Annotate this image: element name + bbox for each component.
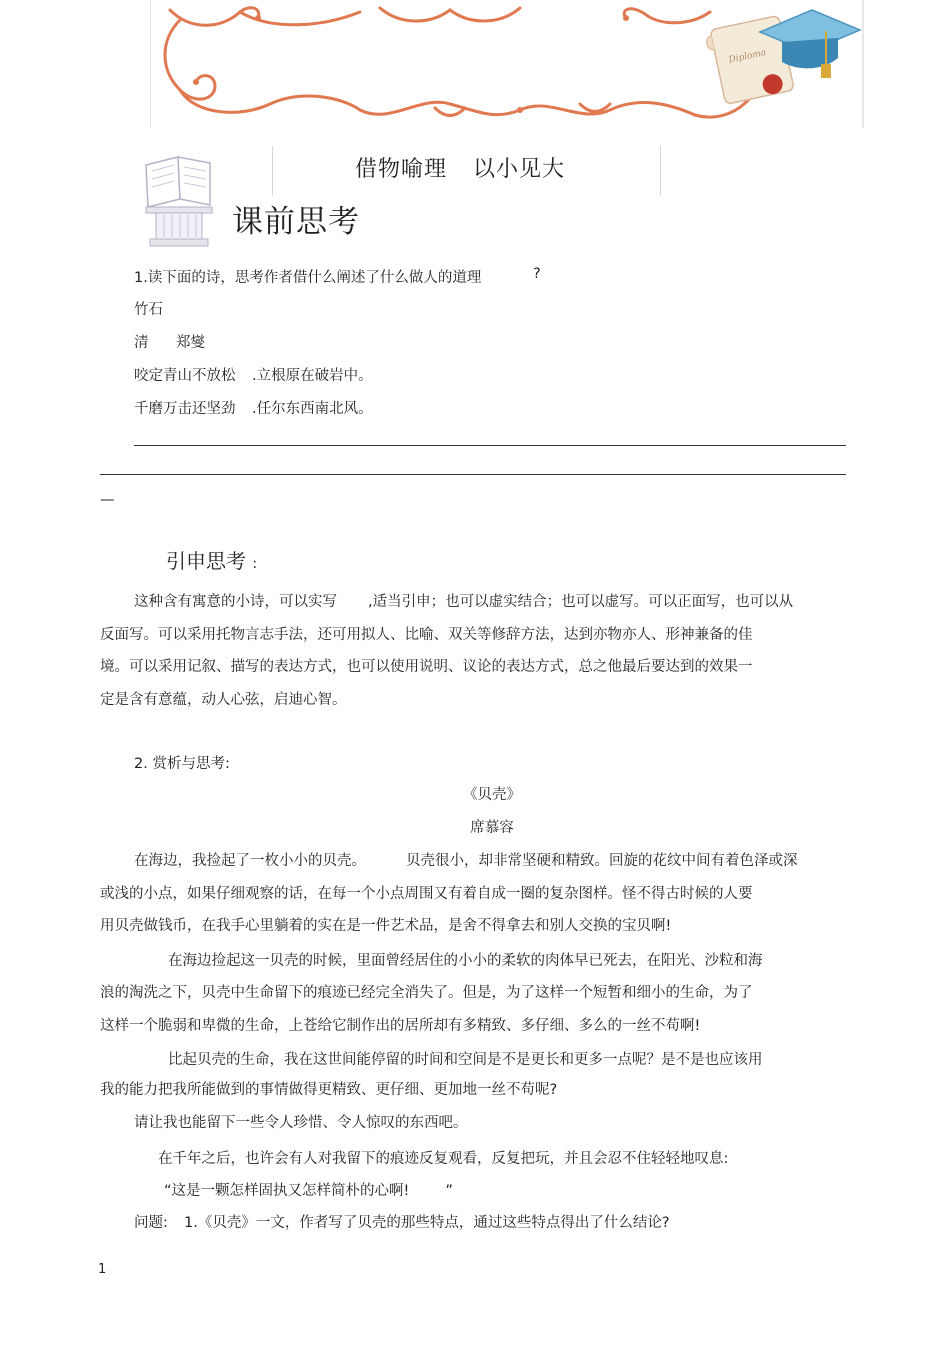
- subtitle-part-2: 以小见大: [473, 157, 566, 182]
- poem-line-2b: .任尔东西南北风。: [252, 401, 373, 417]
- essay-author: 席慕容: [470, 820, 514, 836]
- poem-dynasty: 清: [134, 335, 149, 351]
- essay-line: 用贝壳做钱币，在我手心里躺着的实在是一件艺术品，是舍不得拿去和别人交换的宝贝啊!: [100, 918, 672, 934]
- essay-line: 这样一个脆弱和卑微的生命，上苍给它制作出的居所却有多精致、多仔细、多么的一丝不苟啊!: [100, 1018, 701, 1034]
- quote-text: 这是一颗怎样固执又怎样简朴的心啊!: [171, 1183, 410, 1199]
- answer-line-tail: —: [100, 492, 115, 508]
- extension-line: 境。可以采用记叙、描写的表达方式，也可以使用说明、议论的表达方式，总之他最后要达到的效果一: [100, 659, 753, 675]
- essay-line: 我的能力把我所能做到的事情做得更精致、更仔细、更加地一丝不苟呢?: [100, 1082, 558, 1098]
- answer-line: [100, 474, 846, 475]
- question-1-mark: ?: [533, 266, 541, 282]
- extension-line: 反面写。可以采用托物言志手法，还可用拟人、比喻、双关等修辞方法，达到亦物亦人、形神兼备的佳: [100, 627, 753, 643]
- page-number: 1: [98, 1262, 107, 1277]
- ornamental-frame-image: [150, 0, 864, 128]
- essay-line: 在海边，我捡起了一枚小小的贝壳。: [134, 853, 366, 869]
- answer-line: [134, 445, 846, 446]
- quote-open: “: [164, 1183, 172, 1199]
- divider: [272, 146, 273, 196]
- question-1-prompt: 1.读下面的诗，思考作者借什么阐述了什么做人的道理: [134, 270, 482, 286]
- essay-line: 比起贝壳的生命，我在这世间能停留的时间和空间是不是更长和更多一点呢？是不是也应该用: [168, 1052, 763, 1068]
- essay-line: 在千年之后，也许会有人对我留下的痕迹反复观看，反复把玩，并且会忍不住轻轻地叹息:: [158, 1151, 729, 1167]
- section-title: 课前思考: [232, 204, 360, 240]
- subtitle-part-1: 借物喻理: [355, 157, 448, 182]
- quote-close: ”: [445, 1183, 453, 1199]
- question-text: 1.《贝壳》一文，作者写了贝壳的那些特点，通过这些特点得出了什么结论?: [184, 1215, 670, 1231]
- poem-author: 郑燮: [176, 335, 205, 351]
- essay-line: 贝壳很小，却非常坚硬和精致。回旋的花纹中间有着色泽或深: [406, 853, 798, 869]
- essay-title: 《贝壳》: [463, 787, 521, 803]
- essay-line: 浪的淘洗之下，贝壳中生命留下的痕迹已经完全消失了。但是，为了这样一个短暂和细小的生命，为了: [100, 985, 753, 1001]
- essay-quote: [164, 1179, 453, 1200]
- question-2-heading: 2. 赏析与思考:: [134, 756, 230, 772]
- header-banner: [150, 0, 864, 128]
- question-label: 问题:: [134, 1215, 168, 1231]
- poem-line-1a: 咬定青山不放松: [134, 368, 236, 384]
- book-pillar-icon: [140, 155, 220, 247]
- extension-line: 定是含有意蕴，动人心弦，启迪心智。: [100, 692, 347, 708]
- essay-line: 在海边捡起这一贝壳的时候，里面曾经居住的小小的柔软的肉体早已死去，在阳光、沙粒和海: [168, 953, 763, 969]
- diploma-label: Diploma: [727, 47, 768, 66]
- lesson-subtitle: [355, 152, 591, 183]
- extension-line: ,适当引申；也可以虚实结合；也可以虚写。可以正面写，也可以从: [368, 594, 794, 610]
- divider: [660, 146, 661, 196]
- essay-line: 请让我也能留下一些令人珍惜、令人惊叹的东西吧。: [134, 1115, 468, 1131]
- essay-line: 或浅的小点，如果仔细观察的话，在每一个小点周围又有着自成一圈的复杂图样。怪不得古时候的人要: [100, 886, 753, 902]
- poem-line-1b: .立根原在破岩中。: [252, 368, 373, 384]
- extension-line: 这种含有寓意的小诗，可以实写: [134, 594, 337, 610]
- extension-title: [166, 545, 257, 574]
- poem-title: 竹石: [134, 302, 163, 318]
- extension-title-colon: :: [252, 556, 258, 572]
- extension-title-text: 引申思考: [166, 549, 246, 573]
- poem-line-2a: 千磨万击还坚劲: [134, 401, 236, 417]
